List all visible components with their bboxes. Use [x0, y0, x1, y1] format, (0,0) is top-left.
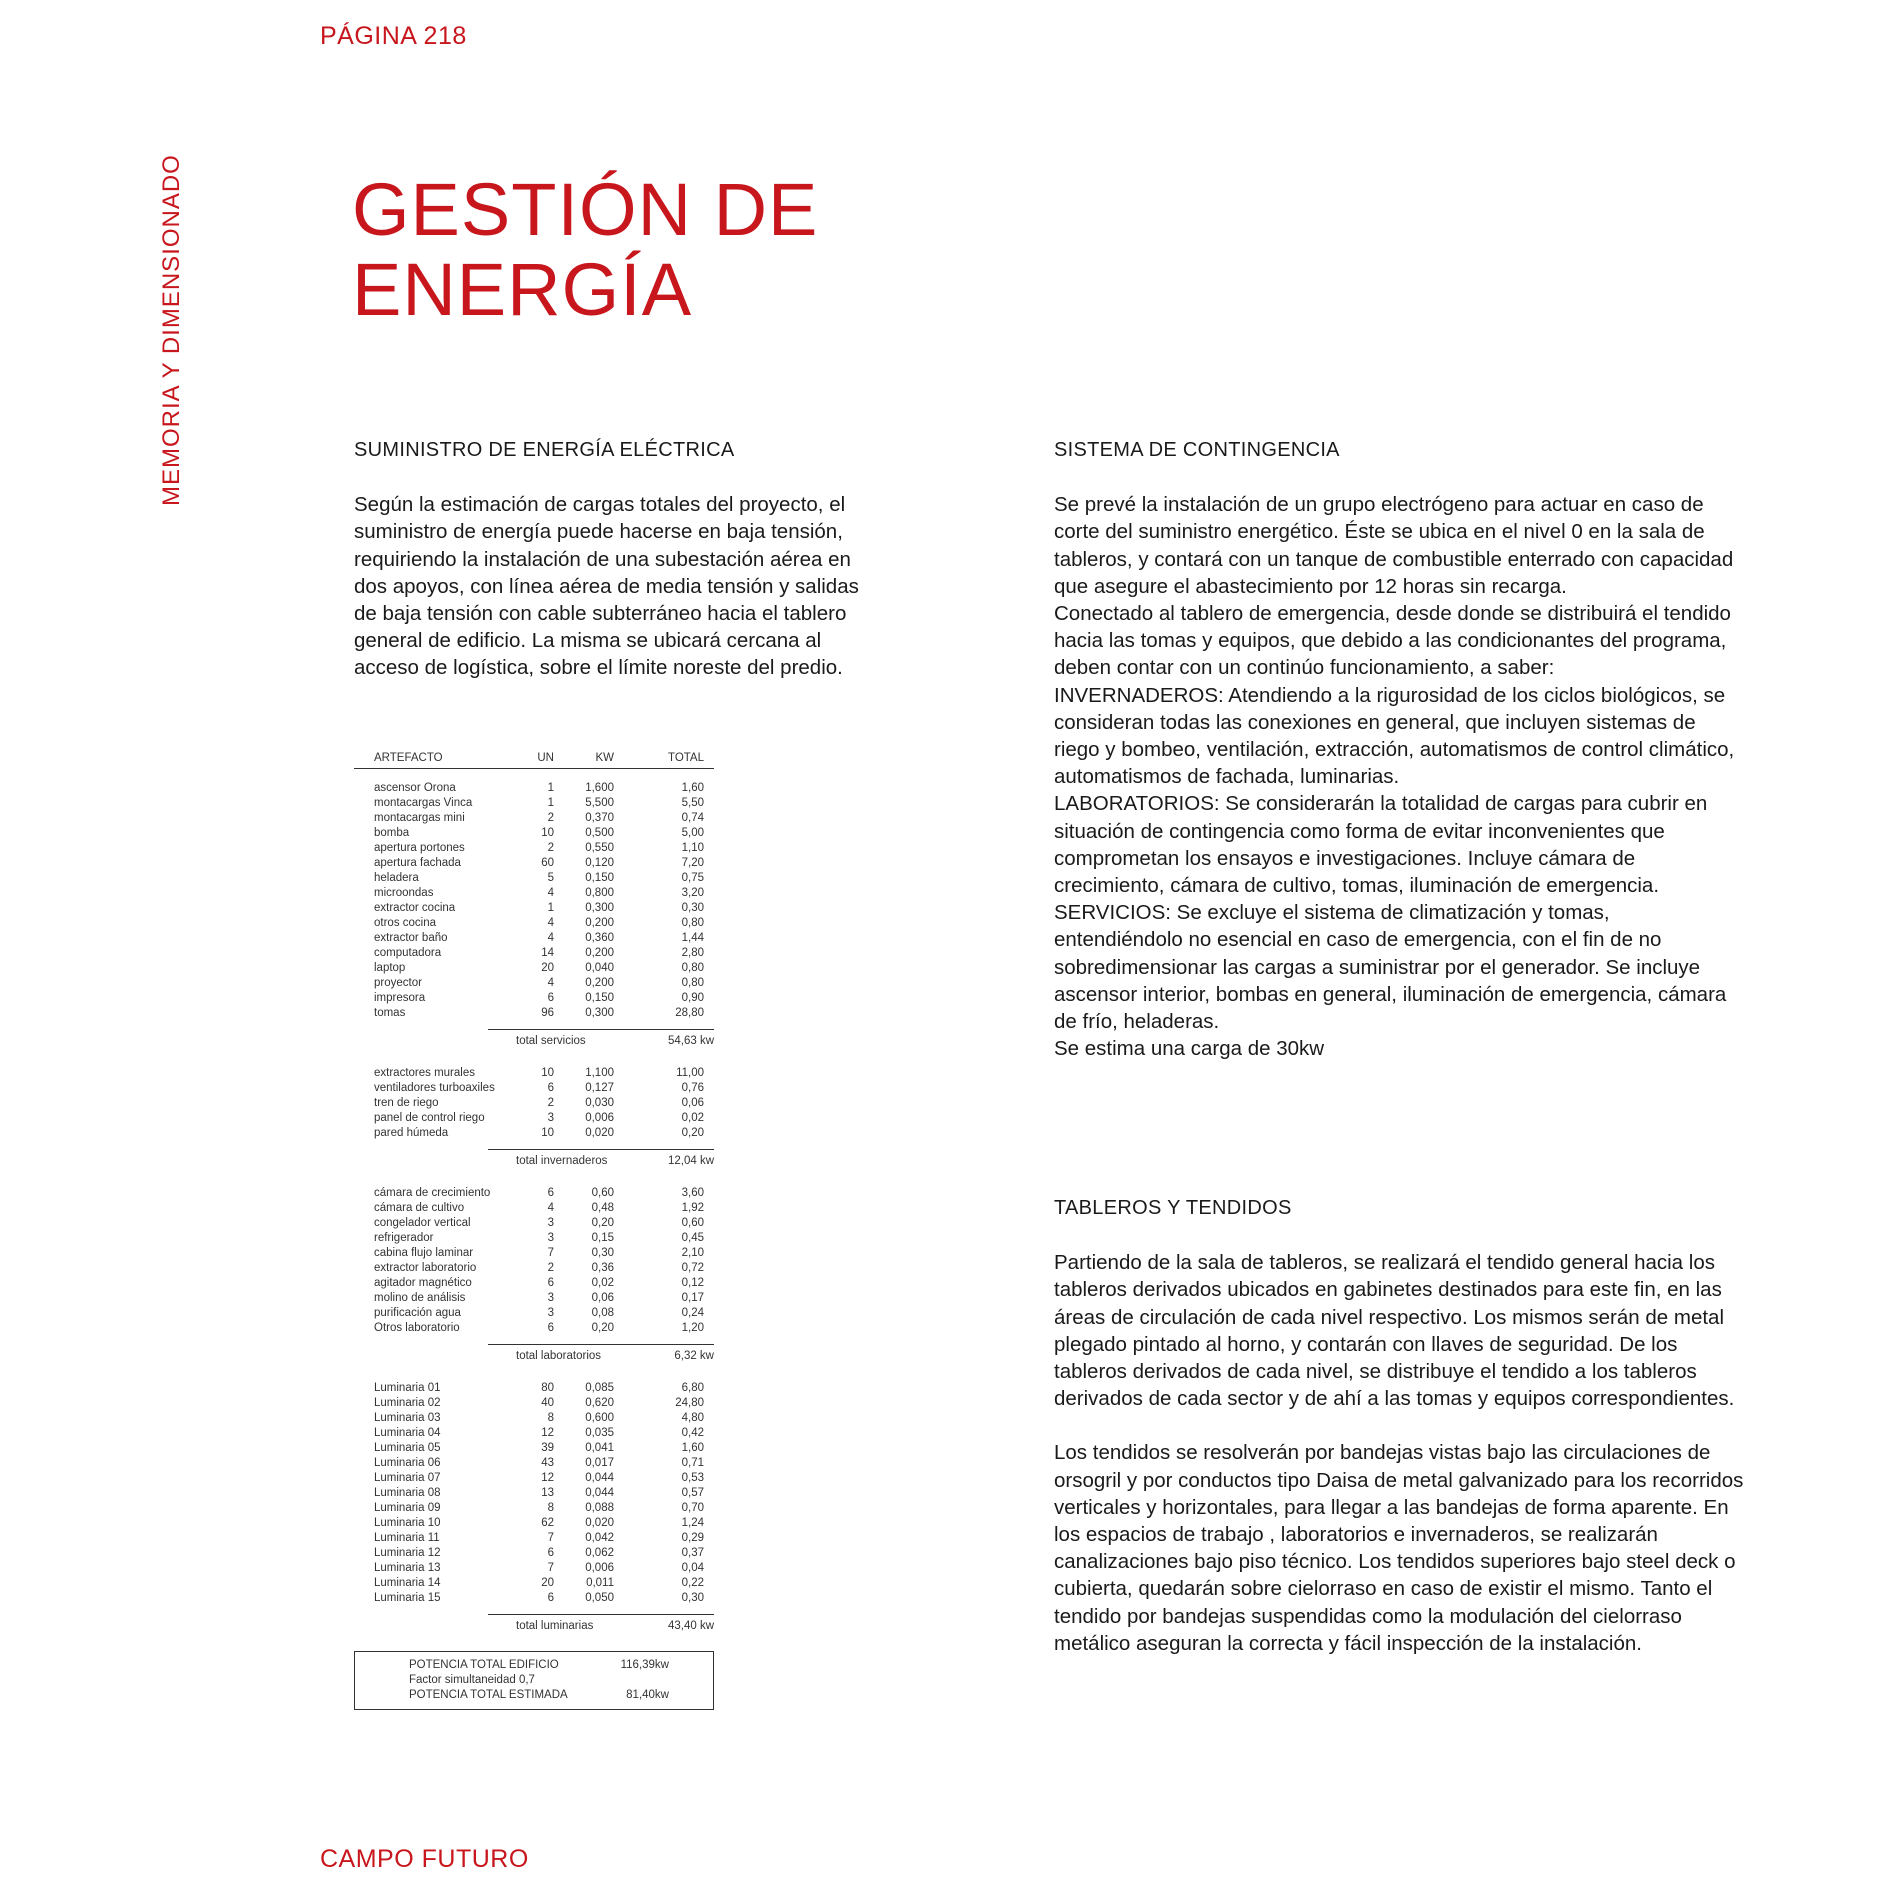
totals-box: [354, 1651, 714, 1710]
cell-total: 0,75: [681, 872, 704, 884]
cell-kw: 0,120: [585, 857, 614, 869]
cell-artefacto: montacargas Vinca: [374, 797, 473, 809]
totals-label: POTENCIA TOTAL ESTIMADA: [409, 1689, 568, 1701]
cell-un: 2: [547, 842, 554, 854]
cell-un: 60: [541, 857, 554, 869]
table-row: [354, 1441, 714, 1456]
cell-kw: 0,800: [585, 887, 614, 899]
table-row: [354, 1006, 714, 1021]
cell-kw: 0,200: [585, 977, 614, 989]
cell-total: 0,02: [681, 1112, 704, 1124]
cell-kw: 0,040: [585, 962, 614, 974]
table-row: [354, 1066, 714, 1081]
table-row: [354, 871, 714, 886]
cell-kw: 0,08: [591, 1307, 614, 1319]
subtotal-label: total luminarias: [516, 1620, 594, 1632]
cell-kw: 0,30: [591, 1247, 614, 1259]
cell-un: 43: [541, 1457, 554, 1469]
cell-artefacto: bomba: [374, 827, 410, 839]
cell-kw: 0,017: [585, 1457, 614, 1469]
paragraph-carga-estimada: Se estima una carga de 30kw: [1054, 1037, 1325, 1061]
table-row: [354, 841, 714, 856]
cell-total: 0,06: [681, 1097, 704, 1109]
cell-kw: 0,150: [585, 992, 614, 1004]
cell-un: 7: [547, 1247, 554, 1259]
cell-kw: 0,044: [585, 1472, 614, 1484]
cell-total: 7,20: [681, 857, 704, 869]
subtotal-row: [488, 1614, 714, 1633]
cell-total: 0,76: [681, 1082, 704, 1094]
cell-total: 2,80: [681, 947, 704, 959]
cell-kw: 0,48: [591, 1202, 614, 1214]
cell-total: 0,45: [681, 1232, 704, 1244]
paragraph-contingencia-2: Conectado al tablero de emergencia, desde donde se distribuirá el tendido hacia las tomas y equipos, que debido a las condicionantes del programa, deben contar con un continúo funcionamiento, a saber:: [1054, 602, 1731, 680]
cell-kw: 0,200: [585, 947, 614, 959]
cell-total: 1,92: [681, 1202, 704, 1214]
table-row: [354, 1591, 714, 1606]
cell-artefacto: molino de análisis: [374, 1292, 466, 1304]
cell-total: 1,60: [681, 782, 704, 794]
load-table: [354, 752, 714, 1710]
cell-artefacto: panel de control riego: [374, 1112, 485, 1124]
cell-un: 7: [547, 1562, 554, 1574]
cell-total: 1,44: [681, 932, 704, 944]
cell-total: 5,00: [681, 827, 704, 839]
cell-total: 0,20: [681, 1127, 704, 1139]
paragraph-tableros-1: Partiendo de la sala de tableros, se realizará el tendido general hacia los tableros derivados ubicados en gabinetes destinados para este fin, en las áreas de circulación de cada nivel respectivo. Los mismos serán de metal plegado pintado al horno, y contarán con llaves de seguridad. De los tableros derivados de cada nivel, se distribuye el tendido a los tableros derivados de cada sector y de ahí a las tomas y equipos correspondientes.: [1054, 1251, 1735, 1411]
subtotal-value: 12,04 kw: [667, 1155, 714, 1167]
table-row: [354, 1246, 714, 1261]
cell-total: 0,30: [681, 1592, 704, 1604]
cell-artefacto: extractores murales: [374, 1067, 475, 1079]
cell-kw: 0,030: [585, 1097, 614, 1109]
cell-artefacto: tomas: [374, 1007, 406, 1019]
cell-artefacto: agitador magnético: [374, 1277, 472, 1289]
cell-total: 0,90: [681, 992, 704, 1004]
cell-un: 3: [547, 1307, 554, 1319]
load-table-body: [354, 781, 714, 1633]
table-row: [354, 781, 714, 796]
cell-un: 1: [547, 782, 554, 794]
cell-artefacto: Luminaria 15: [374, 1592, 441, 1604]
cell-kw: 0,620: [585, 1397, 614, 1409]
cell-artefacto: computadora: [374, 947, 442, 959]
table-row: [354, 1381, 714, 1396]
cell-kw: 0,150: [585, 872, 614, 884]
heading-tableros: TABLEROS Y TENDIDOS: [1054, 1197, 1292, 1219]
table-row: [354, 916, 714, 931]
right-column-tableros: [1054, 1195, 1744, 1657]
cell-un: 14: [541, 947, 554, 959]
col-header-kw: KW: [595, 752, 614, 764]
cell-artefacto: extractor baño: [374, 932, 448, 944]
cell-total: 0,12: [681, 1277, 704, 1289]
table-row: [354, 1486, 714, 1501]
cell-total: 1,10: [681, 842, 704, 854]
cell-kw: 1,100: [585, 1067, 614, 1079]
totals-value: 116,39kw: [620, 1659, 669, 1671]
table-row: [354, 901, 714, 916]
cell-total: 0,24: [681, 1307, 704, 1319]
cell-un: 3: [547, 1112, 554, 1124]
table-row: [354, 886, 714, 901]
table-row: [354, 1216, 714, 1231]
cell-total: 0,30: [681, 902, 704, 914]
cell-kw: 0,041: [585, 1442, 614, 1454]
cell-total: 4,80: [681, 1412, 704, 1424]
cell-total: 2,10: [681, 1247, 704, 1259]
table-row: [354, 1096, 714, 1111]
cell-artefacto: Luminaria 13: [374, 1562, 441, 1574]
cell-un: 10: [541, 827, 554, 839]
cell-artefacto: Luminaria 10: [374, 1517, 441, 1529]
cell-total: 0,80: [681, 962, 704, 974]
cell-un: 10: [541, 1127, 554, 1139]
cell-un: 1: [547, 797, 554, 809]
cell-un: 2: [547, 812, 554, 824]
cell-kw: 0,006: [585, 1112, 614, 1124]
cell-total: 0,72: [681, 1262, 704, 1274]
cell-artefacto: congelador vertical: [374, 1217, 471, 1229]
cell-total: 24,80: [675, 1397, 704, 1409]
cell-total: 3,20: [681, 887, 704, 899]
totals-value: [619, 1673, 669, 1688]
cell-total: 0,37: [681, 1547, 704, 1559]
cell-artefacto: cámara de cultivo: [374, 1202, 465, 1214]
table-row: [354, 1321, 714, 1336]
paragraph-suministro: Según la estimación de cargas totales del proyecto, el suministro de energía puede hacerse en baja tensión, requiriendo la instalación de una subestación aérea en dos apoyos, con línea aérea de media tensión y salidas de baja tensión con cable subterráneo hacia el tablero general de edificio. La misma se ubicará cercana al acceso de logística, sobre el límite noreste del predio.: [354, 493, 859, 680]
cell-kw: 0,006: [585, 1562, 614, 1574]
cell-artefacto: apertura portones: [374, 842, 465, 854]
cell-un: 6: [547, 1322, 554, 1334]
cell-artefacto: cabina flujo laminar: [374, 1247, 474, 1259]
totals-label: Factor simultaneidad 0,7: [409, 1674, 535, 1686]
cell-un: 4: [547, 977, 554, 989]
cell-un: 6: [547, 1187, 554, 1199]
page-title: [352, 170, 818, 330]
page-number: PÁGINA 218: [320, 22, 467, 50]
cell-artefacto: heladera: [374, 872, 419, 884]
cell-un: 8: [547, 1412, 554, 1424]
col-header-total: TOTAL: [668, 752, 704, 764]
title-line-1: GESTIÓN DE: [352, 168, 819, 251]
subtotal-row: [488, 1149, 714, 1168]
cell-total: 6,80: [681, 1382, 704, 1394]
cell-total: 1,20: [681, 1322, 704, 1334]
heading-suministro: SUMINISTRO DE ENERGÍA ELÉCTRICA: [354, 439, 735, 461]
cell-kw: 0,36: [591, 1262, 614, 1274]
cell-un: 39: [541, 1442, 554, 1454]
cell-un: 20: [541, 1577, 554, 1589]
cell-artefacto: otros cocina: [374, 917, 437, 929]
table-row: [354, 1081, 714, 1096]
cell-artefacto: Luminaria 14: [374, 1577, 441, 1589]
cell-artefacto: extractor laboratorio: [374, 1262, 477, 1274]
table-row: [354, 1411, 714, 1426]
cell-total: 0,42: [681, 1427, 704, 1439]
cell-total: 28,80: [675, 1007, 704, 1019]
cell-un: 2: [547, 1262, 554, 1274]
cell-kw: 0,300: [585, 902, 614, 914]
cell-artefacto: Luminaria 02: [374, 1397, 441, 1409]
table-row: [354, 1291, 714, 1306]
cell-total: 3,60: [681, 1187, 704, 1199]
cell-kw: 0,20: [591, 1322, 614, 1334]
table-row: [354, 1471, 714, 1486]
cell-un: 4: [547, 887, 554, 899]
cell-kw: 0,02: [591, 1277, 614, 1289]
cell-total: 0,71: [681, 1457, 704, 1469]
cell-kw: 0,062: [585, 1547, 614, 1559]
table-row: [354, 946, 714, 961]
cell-artefacto: laptop: [374, 962, 406, 974]
load-table-header: [354, 752, 714, 769]
paragraph-contingencia-1: Se prevé la instalación de un grupo electrógeno para actuar en caso de corte del suministro energético. Éste se ubica en el nivel 0 en la sala de tableros, y contará con un tanque de combustible enterrado con capacidad que asegure el abastecimiento por 12 horas sin recarga.: [1054, 493, 1734, 598]
cell-un: 4: [547, 917, 554, 929]
cell-artefacto: ventiladores turboaxiles: [374, 1082, 495, 1094]
cell-total: 0,57: [681, 1487, 704, 1499]
footer-project-name: CAMPO FUTURO: [320, 1845, 529, 1873]
cell-artefacto: pared húmeda: [374, 1127, 449, 1139]
cell-kw: 0,035: [585, 1427, 614, 1439]
cell-un: 6: [547, 1082, 554, 1094]
table-row: [354, 1576, 714, 1591]
cell-artefacto: apertura fachada: [374, 857, 461, 869]
cell-artefacto: purificación agua: [374, 1307, 461, 1319]
cell-kw: 1,600: [585, 782, 614, 794]
cell-un: 6: [547, 1592, 554, 1604]
cell-kw: 0,200: [585, 917, 614, 929]
cell-kw: 0,20: [591, 1217, 614, 1229]
cell-total: 0,17: [681, 1292, 704, 1304]
cell-artefacto: Luminaria 11: [374, 1532, 440, 1544]
title-line-2: ENERGÍA: [352, 248, 693, 331]
cell-un: 5: [547, 872, 554, 884]
cell-un: 6: [547, 1277, 554, 1289]
table-row: [354, 1396, 714, 1411]
table-row: [354, 1516, 714, 1531]
cell-un: 62: [541, 1517, 554, 1529]
cell-kw: 0,085: [585, 1382, 614, 1394]
cell-artefacto: Luminaria 08: [374, 1487, 441, 1499]
paragraph-invernaderos: INVERNADEROS: Atendiendo a la rigurosidad de los ciclos biológicos, se consideran todas las conexiones en general, que incluyen sistemas de riego y bombeo, ventilación, extracción, automatismos de control climático, automatismos de fachada, luminarias.: [1054, 683, 1735, 789]
table-row: [354, 826, 714, 841]
cell-artefacto: tren de riego: [374, 1097, 439, 1109]
cell-artefacto: Luminaria 06: [374, 1457, 441, 1469]
paragraph-laboratorios: LABORATORIOS: Se considerarán la totalidad de cargas para cubrir en situación de contingencia como forma de evitar inconvenientes que comprometan los ensayos e investigaciones. Incluye cámara de crecimiento, cámara de cultivo, tomas, iluminación de emergencia.: [1054, 792, 1708, 898]
cell-artefacto: Luminaria 12: [374, 1547, 441, 1559]
left-column: [354, 437, 859, 682]
cell-total: 0,22: [681, 1577, 704, 1589]
cell-artefacto: cámara de crecimiento: [374, 1187, 491, 1199]
cell-total: 0,60: [681, 1217, 704, 1229]
heading-contingencia: SISTEMA DE CONTINGENCIA: [1054, 439, 1340, 461]
table-row: [354, 1231, 714, 1246]
cell-artefacto: extractor cocina: [374, 902, 456, 914]
cell-kw: 0,020: [585, 1517, 614, 1529]
cell-kw: 0,15: [591, 1232, 614, 1244]
table-row: [354, 1276, 714, 1291]
cell-un: 3: [547, 1217, 554, 1229]
cell-kw: 5,500: [585, 797, 614, 809]
table-row: [354, 931, 714, 946]
cell-un: 6: [547, 992, 554, 1004]
totals-row: [409, 1688, 713, 1703]
cell-un: 2: [547, 1097, 554, 1109]
cell-un: 1: [547, 902, 554, 914]
cell-total: 5,50: [681, 797, 704, 809]
cell-total: 1,24: [681, 1517, 704, 1529]
col-header-un: UN: [537, 752, 554, 764]
cell-un: 4: [547, 1202, 554, 1214]
table-row: [354, 1306, 714, 1321]
cell-kw: 0,370: [585, 812, 614, 824]
table-row: [354, 1546, 714, 1561]
cell-total: 0,53: [681, 1472, 704, 1484]
table-row: [354, 1261, 714, 1276]
cell-artefacto: Luminaria 07: [374, 1472, 441, 1484]
cell-artefacto: Luminaria 03: [374, 1412, 441, 1424]
cell-artefacto: microondas: [374, 887, 434, 899]
cell-artefacto: Otros laboratorio: [374, 1322, 460, 1334]
cell-total: 0,29: [681, 1532, 704, 1544]
table-row: [354, 961, 714, 976]
subtotal-row: [488, 1344, 714, 1363]
cell-un: 4: [547, 932, 554, 944]
table-row: [354, 991, 714, 1006]
subtotal-value: 43,40 kw: [667, 1620, 714, 1632]
cell-un: 3: [547, 1232, 554, 1244]
cell-un: 7: [547, 1532, 554, 1544]
cell-un: 13: [541, 1487, 554, 1499]
subtotal-value: 54,63 kw: [667, 1035, 714, 1047]
table-row: [354, 1531, 714, 1546]
cell-total: 0,80: [681, 977, 704, 989]
totals-label: POTENCIA TOTAL EDIFICIO: [409, 1659, 559, 1671]
cell-kw: 0,550: [585, 842, 614, 854]
cell-artefacto: montacargas mini: [374, 812, 465, 824]
cell-total: 0,74: [681, 812, 704, 824]
subtotal-label: total invernaderos: [516, 1155, 608, 1167]
cell-total: 0,80: [681, 917, 704, 929]
cell-un: 12: [541, 1472, 554, 1484]
cell-total: 11,00: [676, 1067, 704, 1079]
table-row: [354, 811, 714, 826]
paragraph-tableros-2: Los tendidos se resolverán por bandejas vistas bajo las circulaciones de orsogril y por conductos tipo Daisa de metal galvanizado para los recorridos verticales y horizontales, para llegar a las bandejas de forma aparente. En los espacios de trabajo , laboratorios e invernaderos, se realizarán canalizaciones bajo piso técnico. Los tendidos superiores bajo steel deck o cubierta, quedarán sobre cielorraso en caso de existir el mismo. Tanto el tendido por bandejas suspendidas como la modulación del cielorraso metálico aseguran la correcta y fácil inspección de la instalación.: [1054, 1441, 1744, 1655]
subtotal-label: total servicios: [516, 1035, 586, 1047]
table-row: [354, 1561, 714, 1576]
cell-un: 10: [541, 1067, 554, 1079]
cell-kw: 0,011: [586, 1577, 614, 1589]
cell-kw: 0,050: [585, 1592, 614, 1604]
table-row: [354, 796, 714, 811]
totals-row: [409, 1673, 713, 1688]
cell-un: 8: [547, 1502, 554, 1514]
cell-un: 96: [541, 1007, 554, 1019]
totals-value: 81,40kw: [626, 1689, 669, 1701]
subtotal-label: total laboratorios: [516, 1350, 602, 1362]
cell-kw: 0,500: [585, 827, 614, 839]
table-row: [354, 1126, 714, 1141]
table-row: [354, 1186, 714, 1201]
cell-kw: 0,60: [591, 1187, 614, 1199]
cell-artefacto: proyector: [374, 977, 422, 989]
table-row: [354, 1426, 714, 1441]
cell-kw: 0,300: [585, 1007, 614, 1019]
subtotal-row: [488, 1029, 714, 1048]
cell-artefacto: Luminaria 04: [374, 1427, 441, 1439]
cell-kw: 0,088: [585, 1502, 614, 1514]
totals-row: [409, 1658, 713, 1673]
cell-kw: 0,042: [585, 1532, 614, 1544]
table-row: [354, 856, 714, 871]
cell-kw: 0,127: [585, 1082, 614, 1094]
table-row: [354, 976, 714, 991]
cell-un: 40: [541, 1397, 554, 1409]
cell-un: 12: [541, 1427, 554, 1439]
cell-kw: 0,600: [585, 1412, 614, 1424]
section-side-label: MEMORIA Y DIMENSIONADO: [158, 154, 185, 506]
col-header-artefacto: ARTEFACTO: [374, 752, 443, 764]
cell-total: 0,04: [681, 1562, 704, 1574]
table-row: [354, 1111, 714, 1126]
cell-kw: 0,020: [585, 1127, 614, 1139]
cell-artefacto: impresora: [374, 992, 426, 1004]
cell-kw: 0,06: [591, 1292, 614, 1304]
paragraph-servicios: SERVICIOS: Se excluye el sistema de climatización y tomas, entendiéndolo no esencial en caso de emergencia, con el fin de no sobredimensionar las cargas a suministrar por el generador. Se incluye ascensor interior, bombas en general, iluminación de emergencia, cámara de frío, heladeras.: [1054, 901, 1727, 1034]
table-row: [354, 1501, 714, 1516]
right-column-contingencia: [1054, 437, 1744, 1062]
cell-un: 80: [541, 1382, 554, 1394]
cell-artefacto: ascensor Orona: [374, 782, 456, 794]
cell-un: 3: [547, 1292, 554, 1304]
cell-total: 0,70: [681, 1502, 704, 1514]
cell-kw: 0,360: [585, 932, 614, 944]
cell-artefacto: Luminaria 05: [374, 1442, 441, 1454]
cell-kw: 0,044: [585, 1487, 614, 1499]
table-row: [354, 1456, 714, 1471]
subtotal-value: 6,32 kw: [674, 1350, 714, 1362]
cell-artefacto: refrigerador: [374, 1232, 434, 1244]
cell-artefacto: Luminaria 01: [374, 1382, 441, 1394]
table-row: [354, 1201, 714, 1216]
cell-un: 20: [541, 962, 554, 974]
cell-un: 6: [547, 1547, 554, 1559]
cell-artefacto: Luminaria 09: [374, 1502, 441, 1514]
cell-total: 1,60: [681, 1442, 704, 1454]
